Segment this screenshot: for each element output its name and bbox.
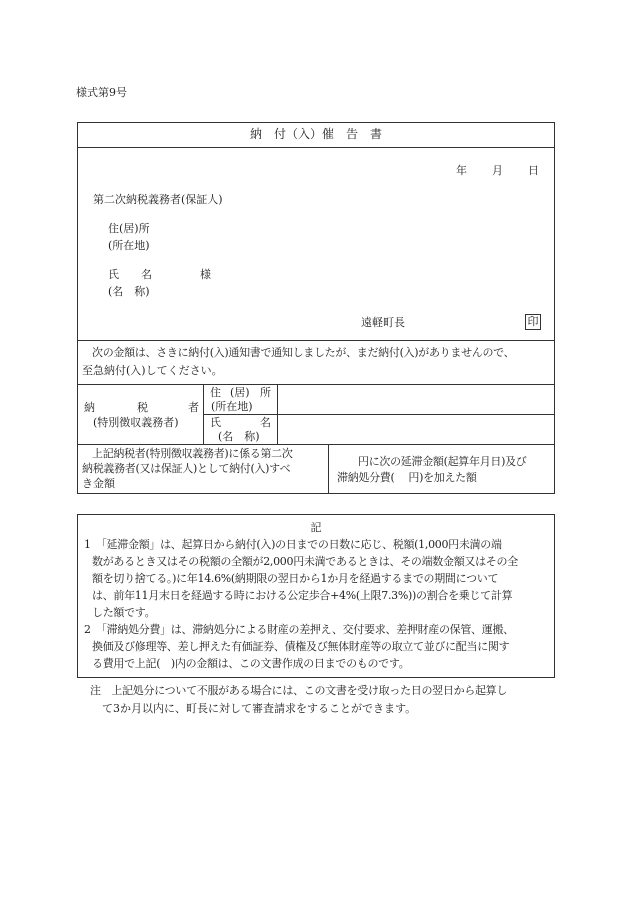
taxpayer-name-sub: (名 称) <box>218 430 260 443</box>
taxpayer-address-char-1: 住 <box>210 386 221 399</box>
amount-desc-line-2: 滞納処分費( 円)を加えた額 <box>337 471 477 484</box>
taxpayer-address-sub: (所在地) <box>211 400 253 413</box>
notes-item-1-line: 数があるとき又はその税額の全額が2,000円未満であるときは、その端数金額又はその全 <box>92 555 518 568</box>
taxpayer-label-char-1: 納 <box>84 401 95 414</box>
footnote-line-2: て3か月以内に、町長に対して審査請求をすることができます。 <box>102 702 417 715</box>
date-day: 日 <box>528 164 539 177</box>
date-year: 年 <box>456 164 467 177</box>
recipient-name-label: 氏 名 <box>108 268 152 281</box>
date-month: 月 <box>492 164 503 177</box>
notes-item-1 <box>84 536 554 621</box>
amount-label-line-3: き金額 <box>82 477 115 490</box>
notes-item-1-line: した額です。 <box>92 606 156 619</box>
taxpayer-label-char-3: 者 <box>188 401 199 414</box>
title-divider <box>77 147 555 148</box>
notice-form-box <box>77 122 555 494</box>
notes-item-1-line: 1 「延滞金額」は、起算日から納付(入)の日までの日数に応じ、税額(1,000円未満の端 <box>84 538 502 551</box>
taxpayer-label-sub: (特別徴収義務者) <box>93 416 179 429</box>
table-divider <box>77 444 555 445</box>
taxpayer-col-divider-2 <box>277 384 278 444</box>
taxpayer-label-char-2: 税 <box>137 401 148 414</box>
footnote-line-1: 注 上記処分について不服がある場合には、この文書を受け取った日の翌日から起算し <box>90 684 508 697</box>
taxpayer-col-divider-1 <box>203 384 204 444</box>
notes-item-2 <box>84 621 554 672</box>
notes-item-2-line: る費用で上記( )内の金額は、この文書作成の日までのものです。 <box>92 657 410 670</box>
notes-heading: 記 <box>310 521 322 534</box>
seal-stamp: 印 <box>525 314 541 330</box>
notice-line-2: 至急納付(入)してください。 <box>82 364 223 377</box>
taxpayer-name-char-1: 氏 <box>210 416 221 429</box>
recipient-address-label: 住(居)所 <box>108 222 150 235</box>
taxpayer-address-char-3: 所 <box>260 386 271 399</box>
notice-divider <box>77 384 555 385</box>
recipient-label: 第二次納税義務者(保証人) <box>93 193 223 206</box>
taxpayer-address-char-2: (居) <box>230 386 250 399</box>
form-number: 様式第9号 <box>76 86 127 99</box>
notes-item-2-line: 2 「滞納処分費」は、滞納処分による財産の差押え、交付要求、差押財産の保管、運搬、 <box>84 623 514 636</box>
notes-item-2-line: 換価及び修理等、差し押えた有価証券、債権及び無体財産等の取立て並びに配当に関す <box>92 640 510 653</box>
header-divider <box>77 340 555 341</box>
amount-label-line-1: 上記納税者(特別徴収義務者)に係る第二次 <box>92 447 293 460</box>
document-title: 納 付（入）催 告 書 <box>249 127 382 141</box>
notes-item-1-line: は、前年11月末日を経過する時における公定歩合+4%(上限7.3%))の割合を乗じて計算 <box>92 589 513 602</box>
notice-line-1: 次の金額は、さきに納付(入)通知書で通知しましたが、まだ納付(入)がありませんので、 <box>92 346 515 359</box>
taxpayer-row-divider <box>203 414 555 415</box>
taxpayer-name-char-2: 名 <box>260 416 271 429</box>
recipient-name-sublabel: (名 称) <box>108 285 150 298</box>
recipient-honorific: 様 <box>200 268 211 281</box>
issuer-title: 遠軽町長 <box>361 316 405 329</box>
amount-col-divider <box>328 444 329 494</box>
amount-label-line-2: 納税義務者(又は保証人)として納付(入)すべ <box>82 462 291 475</box>
amount-desc-line-1: 円に次の延滞金額(起算年月日)及び <box>358 455 527 468</box>
notes-item-1-line: 額を切り捨てる。)に年14.6%(納期限の翌日から1か月を経過するまでの期間について <box>92 572 499 585</box>
recipient-address-sublabel: (所在地) <box>108 239 150 252</box>
